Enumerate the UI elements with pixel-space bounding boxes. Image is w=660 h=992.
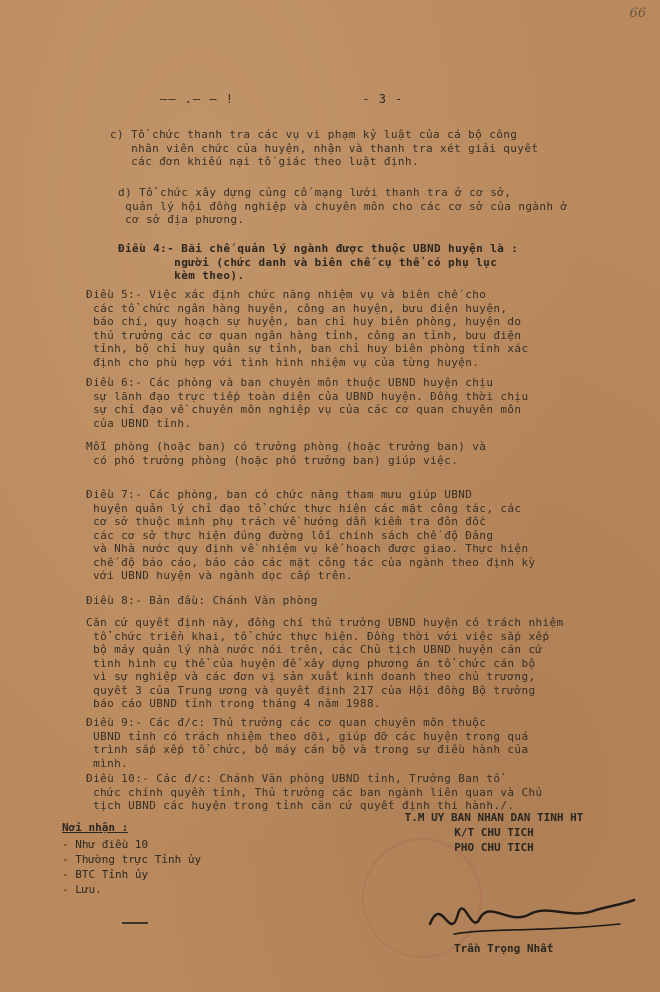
signature-authority: T.M UY BAN NHAN DAN TINH HT [404, 811, 584, 824]
signature-title: PHO CHU TICH [454, 841, 534, 854]
recipients-items [62, 837, 201, 897]
article-10: Điều 10:- Các đ/c: Chánh Văn phòng UBND tỉnh, Trưởng Ban tổ chức chính quyền tỉnh, Thủ trưởng các ban ngành liên quan và Chủ tịch UBND các huyện trong tỉnh căn cứ quyết định thi hành./. [86, 772, 543, 812]
recipients-list [62, 820, 201, 897]
article-4: Điều 4:- Bãi chế quản lý ngành được thuộc UBND huyện là : người (chức danh và biên chế cụ thể có phụ lục kèm theo). [118, 242, 519, 282]
page-number: - 3 - [362, 92, 404, 106]
header-left-text: —— .— — ! [160, 92, 235, 106]
paragraph-item-d: d) Tổ chức xây dựng củng cố mạng lưới thanh tra ở cơ sở, quản lý hội đồng nghiệp và chuyên môn cho các cơ sở của ngành ở cơ sở địa phương. [118, 186, 568, 226]
recipients-title: Nơi nhận : [62, 821, 129, 834]
article-6-continued: Mỗi phòng (hoặc ban) có trưởng phòng (hoặc trưởng ban) và có phó trưởng phòng (hoặc phó trưởng ban) giúp việc. [86, 440, 487, 467]
article-8-heading: Điều 8:- Bản đầu: Chánh Văn phòng [72, 594, 318, 607]
paragraph-item-c: c) Tổ chức thanh tra các vụ vi phạm kỷ luật của cá bộ công nhân viên chức của huyện, nhận và thanh tra xét giải quyết các đơn khiếu nại tố giác theo luật định. [110, 128, 539, 168]
page-header [160, 92, 403, 106]
article-8-body: Căn cứ quyết định này, đồng chí thủ trưởng UBND huyện có trách nhiệm tổ chức triển khai, tổ chức thực hiện. Đồng thời với việc sắp xếp bộ máy quản lý nhà nước nói trên, các Chủ tịch UBND huyện căn cứ tình hình cụ thể của huyện để xây dựng phương án tổ chức cán bộ vì sự nghiệp và các đơn vị sản xuất kinh doanh theo chủ trương, quyết 3 của Trung ương và quyết định 217 của Hội đồng Bộ trưởng báo cáo UBND tỉnh trong tháng 4 năm 1988. [86, 616, 564, 710]
signature-block [374, 810, 614, 855]
divider [122, 922, 148, 924]
signer-name: Trần Trọng Nhất [454, 942, 554, 955]
recipient-item: - BTC Tỉnh ủy [62, 867, 201, 882]
corner-page-mark: 66 [629, 6, 646, 21]
recipient-item: - Lưu. [62, 882, 201, 897]
article-5: Điều 5:- Việc xác định chức năng nhiệm vụ và biên chế cho các tổ chức ngân hàng huyện, công an huyện, bưu điện huyện, báo chí, quy hoạch sự huyện, ban chỉ huy biên phòng, huyện do thủ trưởng các cơ quan ngân hàng tỉnh, công an tỉnh, bưu điện tỉnh, bộ chỉ huy quân sự tỉnh, ban chỉ huy biên phòng tỉnh xác định cho phù hợp với tình hình nhiệm vụ của từng huyện. [86, 288, 529, 369]
signature-role: K/T CHU TICH [454, 826, 534, 839]
article-7: Điều 7:- Các phòng, ban có chức năng tham mưu giúp UBND huyện quản lý chỉ đạo tổ chức thực hiện các mặt công tác, các cơ sở thuộc mình phụ trách về hướng dẫn kiểm tra đôn đốc các cơ sở thực hiện đúng đường lối chính sách chế độ Đảng và Nhà nước quy định về nhiệm vụ kế hoạch được giao. Thực hiện chế độ báo cáo, báo cáo các mặt công tác của ngành theo định kỳ với UBND huyện và ngành dọc cấp trên. [86, 488, 536, 582]
article-9: Điều 9:- Các đ/c: Thủ trưởng các cơ quan chuyên môn thuộc UBND tỉnh có trách nhiệm theo dõi, giúp đỡ các huyện trong quá trình sắp xếp tổ chức, bộ máy cán bộ và trong sự điều hành của mình. [86, 716, 529, 770]
recipient-item: - Như điều 10 [62, 837, 201, 852]
article-6: Điều 6:- Các phòng và ban chuyên môn thuộc UBND huyện chịu sự lãnh đạo trực tiếp toàn diện của UBND huyện. Đồng thời chịu sự chỉ đạo về chuyên môn nghiệp vụ của các cơ quan chuyên môn của UBND tỉnh. [86, 376, 529, 430]
recipient-item: - Thường trực Tỉnh ủy [62, 852, 201, 867]
